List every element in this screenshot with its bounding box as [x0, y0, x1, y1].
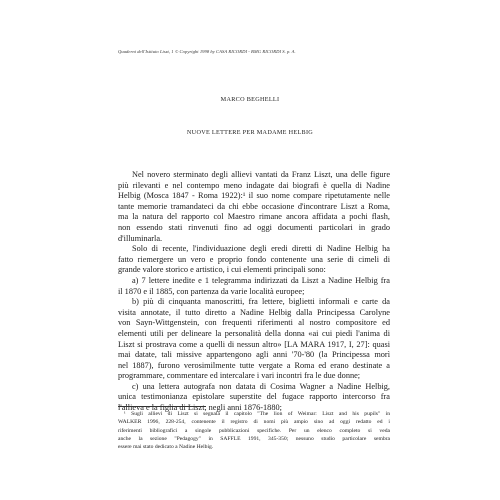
body-line: Liszt si prostrava come a quelli di nessun altro» [LA MARA 1917, I, 27]: quasi: [118, 339, 390, 349]
body-line: elementi utili per delineare la personalità della donna «ai cui piedi l'anima di: [118, 328, 390, 338]
body-line: visita annotate, il tutto diretto a Nadine Helbig dalla Principessa Carolyne: [118, 307, 390, 317]
body-line: l'allieva e la figlia di Liszt, negli anni 1876-1880;: [118, 403, 282, 413]
body-line: mai datate, tali missive appartengono agli anni '70-'80 (la Principessa morì: [118, 350, 390, 360]
footnote-rule: [118, 406, 206, 407]
footnote-line: anche la sezione "Pedagogy" in SAFFLE 1991, 345-350; nessuno studio particolare sembra: [118, 435, 390, 442]
body-line: Nel novero sterminato degli allievi vantati da Franz Liszt, una delle figure: [132, 170, 390, 179]
footnote: [118, 410, 390, 451]
body-line: Helbig (Mosca 1847 - Roma 1922):¹ il suo nome compare ripetutamente nelle: [118, 191, 390, 201]
body-line: von Sayn-Wittgenstein, con frequenti riferimenti al nostro compositore ed: [118, 318, 390, 328]
body-line: Solo di recente, l'individuazione degli eredi diretti di Nadine Helbig ha: [132, 244, 390, 254]
body-line: b) più di cinquanta manoscritti, fra lettere, biglietti informali e carte da: [132, 297, 390, 307]
body-line: più rilevanti e nel contempo meno indagate dai biografi è quella di Nadine: [118, 180, 390, 190]
footnote-line: WALKER 1996, 228-254, contenente il registro di nomi più ampio sino ad oggi redatto ed i: [118, 419, 390, 426]
body-line: tante memorie tramandateci da chi ebbe occasione d'incontrare Liszt a Roma,: [118, 201, 390, 211]
body-line: unica testimonianza epistolare superstite del fugace rapporto intercorso fra: [118, 392, 390, 402]
article-title: NUOVE LETTERE PER MADAME HELBIG: [186, 129, 314, 136]
footnote-line: essere mai stato dedicato a Nadine Helbig.: [118, 444, 214, 451]
article-body: [118, 170, 390, 414]
body-line: fatto riemergere un vero e proprio fondo contenente una serie di cimeli di: [118, 254, 390, 264]
body-line: non essendo stati rinvenuti fino ad oggi documenti particolari in grado: [118, 222, 390, 232]
body-line: grande valore storico e artistico, i cui elementi principali sono:: [118, 265, 326, 275]
footnote-line: ¹ Sugli allievi di Liszt si segnala il capitolo "The lion of Weimar: Liszt and his pupils" in: [124, 411, 390, 417]
article-author: MARCO BEGHELLI: [220, 96, 280, 103]
body-line: nel 1887), furono verosimilmente tutte vergate a Roma ed erano destinate a: [118, 360, 390, 370]
footnote-line: riferimenti bibliografici a singole pubblicazioni specifiche. Per un elenco completo si veda: [118, 427, 390, 434]
body-line: a) 7 lettere inedite e 1 telegramma indirizzati da Liszt a Nadine Helbig fra: [132, 275, 390, 285]
running-header: Quaderni dell'Istituto Liszt, 1 © Copyright 1998 by CASA RICORDI - BMG RICORDI S. p. A.: [118, 49, 296, 54]
body-line: d'illuminarla.: [118, 233, 163, 243]
body-line: programmare, commentare ed intercalare i vari incontri fra le due donne;: [118, 371, 361, 381]
body-line: ma la natura del rapporto col Maestro rimane ancora affidata a pochi flash,: [118, 212, 390, 222]
body-line: c) una lettera autografa non datata di Cosima Wagner a Nadine Helbig,: [132, 381, 390, 391]
body-line: il 1870 e il 1885, con partenza da varie località europee;: [118, 286, 305, 296]
